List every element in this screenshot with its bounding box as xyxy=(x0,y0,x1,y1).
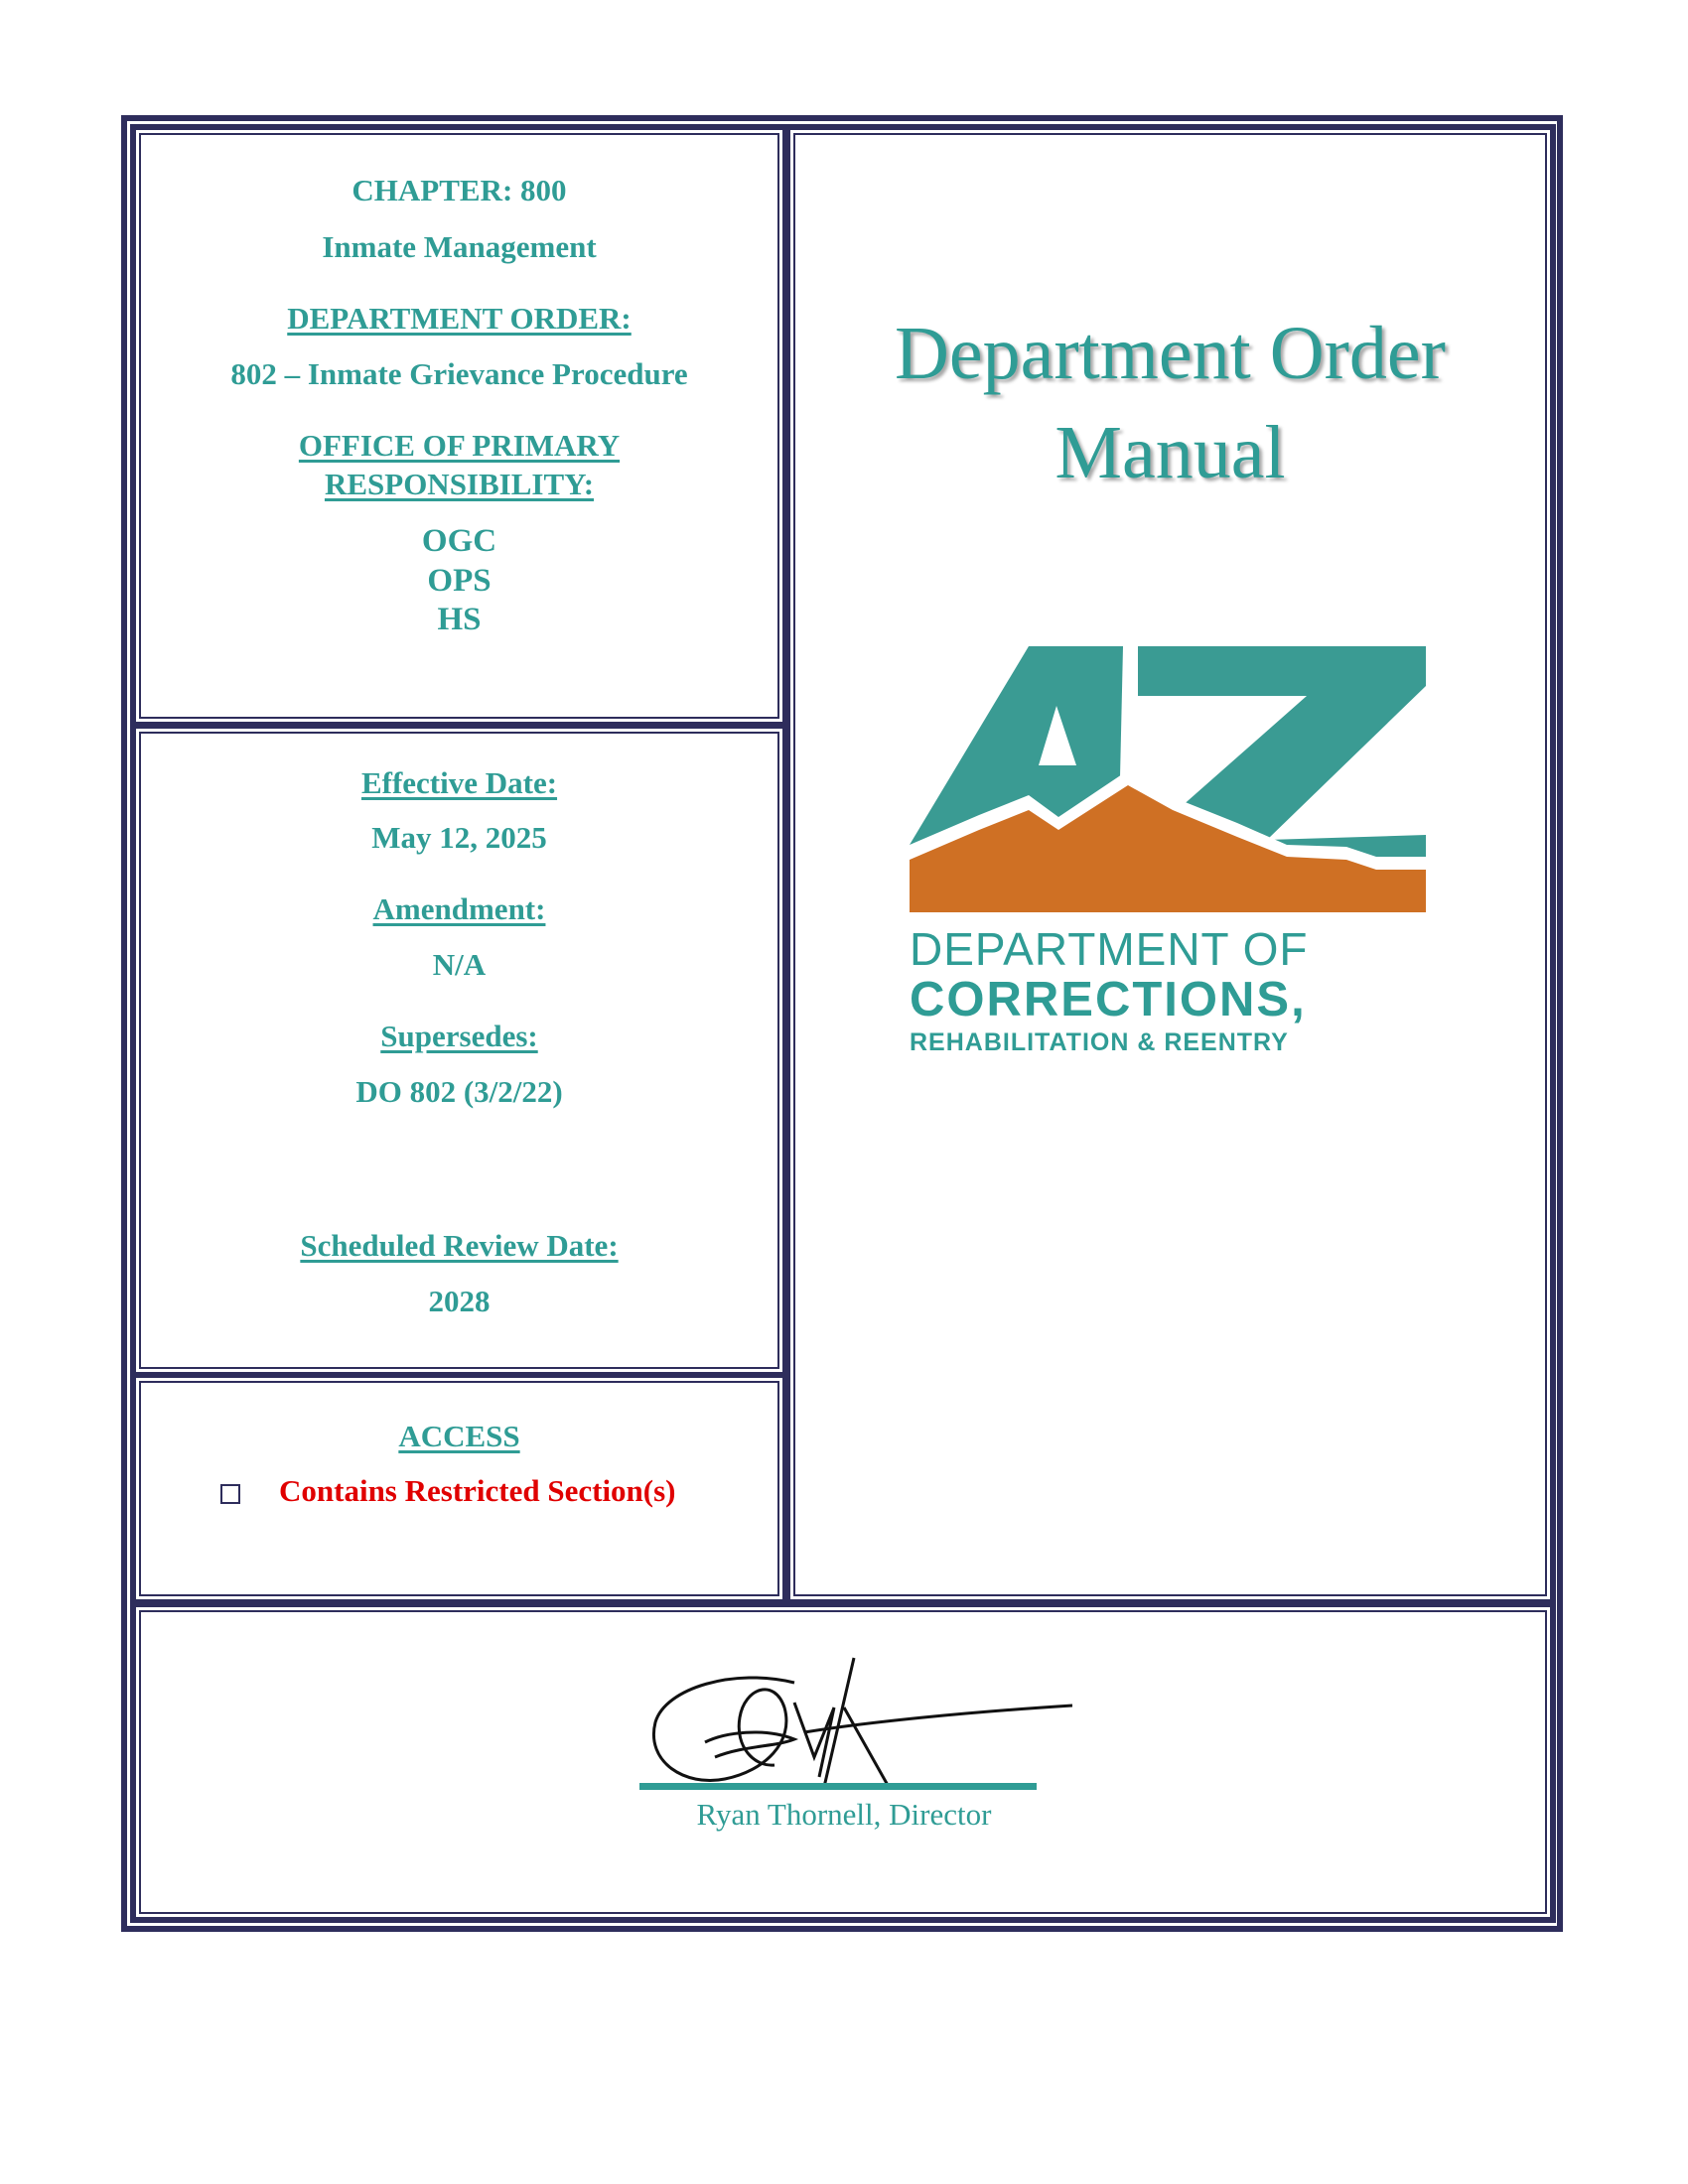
department-order-value: 802 – Inmate Grievance Procedure xyxy=(230,356,688,391)
supersedes-label: Supersedes: xyxy=(380,1019,538,1053)
supersedes-value: DO 802 (3/2/22) xyxy=(355,1074,563,1109)
manual-title-line2: Manual xyxy=(1055,411,1286,494)
az-corrections-logo xyxy=(910,646,1436,1056)
restricted-checkbox[interactable] xyxy=(220,1484,240,1504)
manual-title xyxy=(790,304,1550,502)
title-box xyxy=(784,124,1556,1605)
review-date-value: 2028 xyxy=(428,1284,491,1318)
manual-title-line1: Department Order xyxy=(895,312,1446,395)
access-heading: ACCESS xyxy=(398,1419,520,1453)
logo-line3: REHABILITATION & REENTRY xyxy=(910,1028,1289,1056)
restricted-section-label: Contains Restricted Section(s) xyxy=(279,1473,676,1508)
office-heading-line2: RESPONSIBILITY: xyxy=(324,467,595,501)
office-heading-line1: OFFICE OF PRIMARY xyxy=(298,428,621,463)
effective-date-label: Effective Date: xyxy=(360,765,558,800)
logo-line2: CORRECTIONS, xyxy=(910,973,1307,1026)
signature-line xyxy=(639,1783,1037,1790)
effective-date-value: May 12, 2025 xyxy=(371,820,547,855)
office-hs: HS xyxy=(437,602,482,637)
office-ops: OPS xyxy=(427,563,492,599)
department-order-heading: DEPARTMENT ORDER: xyxy=(287,301,632,336)
chapter-name: Inmate Management xyxy=(322,229,597,264)
az-mark-icon xyxy=(910,646,1436,914)
amendment-label: Amendment: xyxy=(372,891,546,926)
signer-name: Ryan Thornell, Director xyxy=(696,1797,992,1832)
logo-line1: DEPARTMENT OF xyxy=(910,923,1309,975)
review-date-label: Scheduled Review Date: xyxy=(300,1228,619,1263)
amendment-value: N/A xyxy=(432,947,487,982)
chapter-label: CHAPTER: 800 xyxy=(352,173,567,207)
office-ogc: OGC xyxy=(421,523,497,559)
